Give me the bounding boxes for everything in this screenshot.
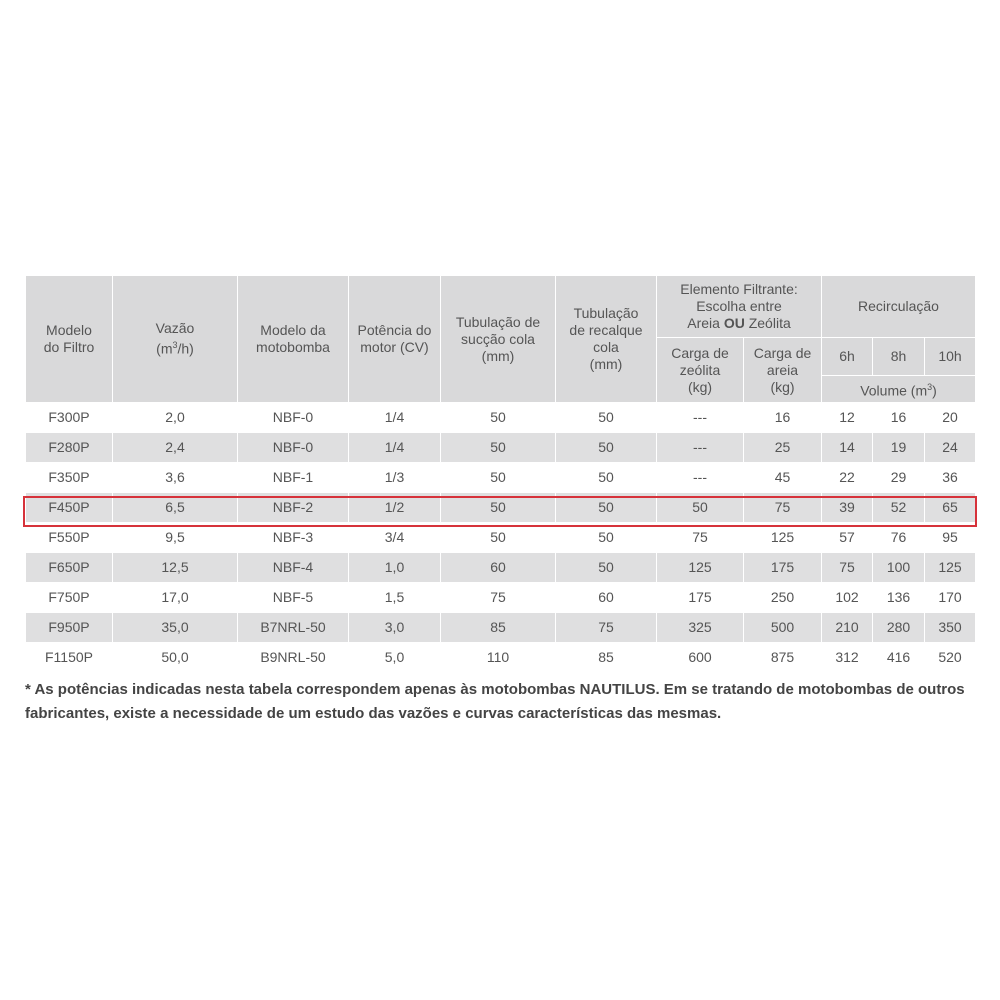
cell: 250 [744,583,822,613]
cell: 50 [441,433,556,463]
header-text: de recalque [569,322,643,338]
cell: F350P [26,463,113,493]
cell: 125 [925,553,976,583]
cell: 35,0 [113,613,238,643]
cell: 24 [925,433,976,463]
cell: B7NRL-50 [238,613,349,643]
header-text: (m [156,340,173,357]
cell: B9NRL-50 [238,643,349,673]
cell: --- [657,433,744,463]
table-row-highlighted [26,493,976,523]
header-text: (mm) [589,356,623,372]
header-text: motobomba [256,339,330,355]
cell: 60 [441,553,556,583]
table-row [26,403,976,433]
cell: 1/2 [349,493,441,523]
cell: 416 [873,643,925,673]
header-potencia [349,276,441,403]
header-text: Modelo [46,322,92,338]
header-6h: 6h [822,338,873,376]
header-text: sucção cola [461,330,535,347]
cell: 325 [657,613,744,643]
cell: 50 [441,523,556,553]
cell: --- [657,403,744,433]
header-superscript: 3 [927,381,933,392]
header-text: Tubulação [573,305,639,321]
cell: NBF-0 [238,433,349,463]
cell: F750P [26,583,113,613]
header-text: motor (CV) [360,339,429,355]
table-row [26,523,976,553]
header-superscript: 3 [172,340,178,351]
header-text: Potência do [357,322,432,338]
cell: F280P [26,433,113,463]
cell: 125 [744,523,822,553]
cell: 1,5 [349,583,441,613]
cell: NBF-0 [238,403,349,433]
cell: 1,0 [349,553,441,583]
footnote: * As potências indicadas nesta tabela correspondem apenas às motobombas NAUTILUS. Em se tratando de motobombas de outros fabricantes, existe a necessidade de um estudo das vazões e curvas características das mesmas. [25,681,965,722]
cell: 600 [657,643,744,673]
header-text: (kg) [687,378,713,395]
cell: 50 [556,523,657,553]
cell: 75 [441,583,556,613]
cell: 76 [873,523,925,553]
cell: 50 [556,553,657,583]
filter-spec-table [25,275,976,673]
cell: 875 [744,643,822,673]
cell: 16 [873,403,925,433]
table-row [26,583,976,613]
header-10h: 10h [925,338,976,376]
cell: 95 [925,523,976,553]
header-text: Areia [687,315,724,331]
header-text: Carga de [671,344,729,361]
cell: 52 [873,493,925,523]
cell: 57 [822,523,873,553]
cell: 45 [744,463,822,493]
cell: F650P [26,553,113,583]
cell: F550P [26,523,113,553]
cell: 50 [441,493,556,523]
cell: 85 [556,643,657,673]
header-recirculacao [822,276,976,338]
cell: 102 [822,583,873,613]
cell: 1/3 [349,463,441,493]
header-text: /h) [177,340,194,357]
cell: F1150P [26,643,113,673]
cell: 175 [657,583,744,613]
cell: 12 [822,403,873,433]
header-recalque [556,276,657,403]
cell: 1/4 [349,403,441,433]
header-emphasis: OU [723,315,745,331]
cell: 50 [556,433,657,463]
cell: 50 [556,463,657,493]
cell: 1/4 [349,433,441,463]
cell: 50 [441,403,556,433]
cell: 29 [873,463,925,493]
cell: 75 [556,613,657,643]
cell: 2,4 [113,433,238,463]
table-row [26,553,976,583]
cell: 25 [744,433,822,463]
header-succao [441,276,556,403]
cell: 60 [556,583,657,613]
cell: 6,5 [113,493,238,523]
header-text: Volume (m [860,382,928,399]
cell: 520 [925,643,976,673]
header-text: ) [932,382,937,399]
header-text: Modelo da [260,322,326,338]
cell: 85 [441,613,556,643]
cell: 12,5 [113,553,238,583]
cell: 19 [873,433,925,463]
cell: 39 [822,493,873,523]
cell: 136 [873,583,925,613]
cell: 50 [657,493,744,523]
cell: F300P [26,403,113,433]
cell: 125 [657,553,744,583]
cell: NBF-4 [238,553,349,583]
cell: 50 [556,403,657,433]
cell: 22 [822,463,873,493]
header-vazao [113,276,238,403]
cell: 36 [925,463,976,493]
header-elemento-filtrante [657,276,822,338]
cell: --- [657,463,744,493]
cell: NBF-3 [238,523,349,553]
cell: 50 [556,493,657,523]
cell: 16 [744,403,822,433]
cell: 50 [441,463,556,493]
cell: 175 [744,553,822,583]
cell: 312 [822,643,873,673]
cell: 14 [822,433,873,463]
cell: F450P [26,493,113,523]
header-text: areia [766,361,799,378]
table-row [26,643,976,673]
header-text: Zeólita [744,315,791,331]
cell: 75 [822,553,873,583]
table-row [26,463,976,493]
cell: 65 [925,493,976,523]
cell: 280 [873,613,925,643]
header-text: Carga de [753,344,812,361]
header-text: Tubulação de [455,313,541,330]
header-text: Elemento Filtrante: [680,281,798,297]
cell: 9,5 [113,523,238,553]
cell: 50,0 [113,643,238,673]
header-carga-areia [744,338,822,403]
cell: 3/4 [349,523,441,553]
table-row [26,613,976,643]
header-volume [822,376,976,403]
cell: 2,0 [113,403,238,433]
cell: 20 [925,403,976,433]
header-carga-zeolita [657,338,744,403]
cell: 210 [822,613,873,643]
header-modelo-filtro [26,276,113,403]
cell: NBF-1 [238,463,349,493]
header-text: cola [593,339,619,355]
cell: 5,0 [349,643,441,673]
cell: 100 [873,553,925,583]
header-text: (kg) [770,378,795,395]
table-row [26,433,976,463]
header-text: Escolha entre [696,298,782,314]
cell: NBF-5 [238,583,349,613]
cell: 75 [744,493,822,523]
header-text: (mm) [481,347,515,364]
header-text: zeólita [679,361,721,378]
cell: 3,0 [349,613,441,643]
header-8h: 8h [873,338,925,376]
cell: 350 [925,613,976,643]
header-text: do Filtro [43,339,95,355]
cell: NBF-2 [238,493,349,523]
cell: 500 [744,613,822,643]
header-modelo-motobomba [238,276,349,403]
cell: 170 [925,583,976,613]
cell: 17,0 [113,583,238,613]
header-text: Vazão [155,320,195,337]
header-text: Recirculação [858,298,939,314]
cell: F950P [26,613,113,643]
cell: 3,6 [113,463,238,493]
cell: 75 [657,523,744,553]
cell: 110 [441,643,556,673]
